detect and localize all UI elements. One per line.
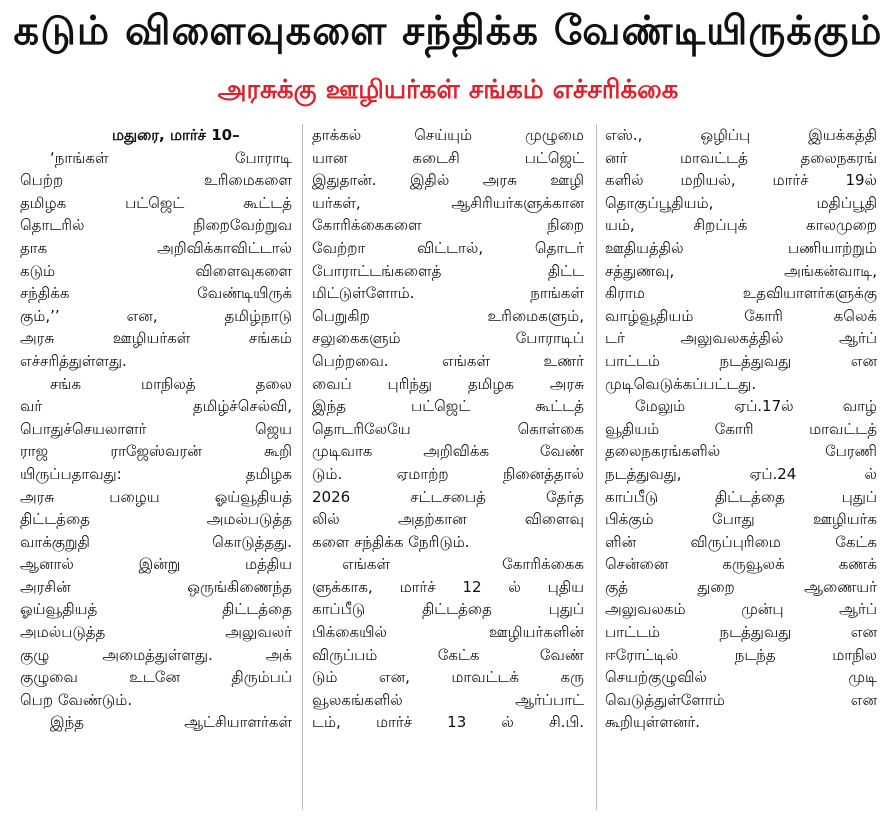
text-line: குழு அமைத்துள்ளது. அக் <box>20 645 292 664</box>
text-line: தொடரில் நிறைவேற்றுவ <box>20 216 292 235</box>
text-line: போராட்டங்களைத் திட்ட <box>312 261 584 280</box>
text-line: ராஜ ராஜேஸ்வரன் கூறி <box>20 442 292 461</box>
text-line: காப்பீடு திட்டத்தை புதுப் <box>312 600 584 619</box>
text-line: பொதுச்செயலாளர் ஜெய <box>20 419 292 438</box>
text-line: முடிவாக அறிவிக்க வேண் <box>312 442 584 461</box>
text-line: வேற்றா விட்டால், தொடர் <box>312 238 584 257</box>
text-line: சந்திக்க வேண்டியிருக் <box>20 284 292 303</box>
text-line: அரசின் ஒருங்கிணைந்த <box>20 577 292 596</box>
text-line: செயற்குழுவில் முடி <box>605 668 877 687</box>
text-line: டும் என, மாவட்டக் கரு <box>312 668 584 687</box>
column-divider <box>302 124 303 810</box>
text-line: ஈரோட்டில் நடந்த மாநில <box>605 645 877 664</box>
text-line: வர் தமிழ்ச்செல்வி, <box>20 397 292 416</box>
text-line: னர் மாவட்டத் தலைநகரங் <box>605 148 877 167</box>
text-line: வெடுத்துள்ளோம் என <box>605 690 877 709</box>
text-line: லில் அதற்கான விளைவு <box>312 510 584 529</box>
text-line: தாக அறிவிக்காவிட்டால் <box>20 238 292 257</box>
text-line: எச்சரித்துள்ளது. <box>20 351 127 370</box>
column-divider <box>596 124 597 810</box>
text-line: கோரிக்கைகளை நிறை <box>312 216 584 235</box>
text-line: மேலும் ஏப்.17ல் வாழ் <box>635 397 877 416</box>
article-column-2 <box>312 124 584 824</box>
text-line: தொடரிலேயே கொள்கை <box>312 419 584 438</box>
text-line: பெற வேண்டும். <box>20 690 133 709</box>
text-line: பெறுகிற உரிமைகளும், <box>312 306 584 325</box>
text-line: வூதியம் கோரி மாவட்டத் <box>605 419 877 438</box>
text-line: பிக்கையில் ஊழியர்களின் <box>312 623 584 642</box>
text-line: சென்னை கருவூலக் கணக் <box>605 555 877 574</box>
text-line: குழுவை உடனே திரும்பப் <box>20 668 292 687</box>
text-line: ளுக்காக, மார்ச் 12 ல் புதிய <box>312 577 584 596</box>
text-line: யம், சிறப்புக் காலமுறை <box>605 216 877 235</box>
text-line: முடிவெடுக்கப்பட்டது. <box>605 374 757 393</box>
article-column-1 <box>20 124 292 824</box>
text-line: ஊதியத்தில் பணியாற்றும் <box>605 238 877 257</box>
text-line: இந்த பட்ஜெட் கூட்டத் <box>312 397 584 416</box>
text-line: அரசு பழைய ஓய்வூதியத் <box>20 487 292 506</box>
text-line: இந்த ஆட்சியாளர்கள் <box>50 713 292 732</box>
text-line: பாட்டம் நடத்துவது என <box>605 623 877 642</box>
article-column-3 <box>605 124 877 824</box>
text-line: சங்க மாநிலத் தலை <box>50 374 292 393</box>
text-line: தொகுப்பூதியம், மதிப்பூதி <box>605 193 877 212</box>
text-line: அமல்படுத்த அலுவலர் <box>20 623 292 642</box>
text-line: அலுவலகம் முன்பு ஆர்ப் <box>605 600 877 619</box>
text-line: கும்,’’ என, தமிழ்நாடு <box>20 306 292 325</box>
text-line: கூறியுள்ளனர். <box>605 713 701 732</box>
text-line: தலைநகரங்களில் பேரணி <box>605 442 877 461</box>
text-line: வாழ்வூதியம் கோரி கலெக் <box>605 306 877 325</box>
text-line: யான கடைசி பட்ஜெட் <box>312 148 584 167</box>
text-line: மிட்டுள்ளோம். நாங்கள் <box>312 284 584 303</box>
text-line: சத்துணவு, அங்கன்வாடி, <box>605 261 877 280</box>
text-line: ஆனால் இன்று மத்திய <box>20 555 292 574</box>
text-line: இதுதான். இதில் அரசு ஊழி <box>312 171 584 190</box>
text-line: கிராம உதவியாளர்களுக்கு <box>605 284 877 303</box>
text-line: சலுகைகளும் போராடிப் <box>312 329 584 348</box>
text-line: திட்டத்தை அமல்படுத்த <box>20 510 292 529</box>
text-line: 2026 சட்டசபைத் தேர்த <box>312 487 584 506</box>
text-line: அரசு ஊழியர்கள் சங்கம் <box>20 329 292 348</box>
text-line: தமிழக பட்ஜெட் கூட்டத் <box>20 193 292 212</box>
text-line: களில் மறியல், மார்ச் 19ல் <box>605 171 877 190</box>
text-line: வைப் புரிந்து தமிழக அரசு <box>312 374 584 393</box>
text-line: கடும் விளைவுகளை <box>20 261 292 280</box>
text-line: எஸ்., ஒழிப்பு இயக்கத்தி <box>605 126 877 144</box>
text-line: ‘நாங்கள் போராடி <box>50 148 292 167</box>
text-line: பாட்டம் நடத்துவது என <box>605 351 877 370</box>
text-line: டம், மார்ச் 13 ல் சி.பி. <box>312 713 584 732</box>
text-line: எங்கள் கோரிக்கைக <box>342 555 584 574</box>
text-line: டும். ஏமாற்ற நினைத்தால் <box>312 464 584 483</box>
text-line: யிருப்பதாவது: தமிழக <box>20 464 292 483</box>
text-line: குத் துறை ஆணையர் <box>605 577 877 596</box>
subheadline: அரசுக்கு ஊழியர்கள் சங்கம் எச்சரிக்கை <box>217 75 679 105</box>
text-line: வூலகங்களில் ஆர்ப்பாட் <box>312 690 584 709</box>
headline: கடும் விளைவுகளை சந்திக்க வேண்டியிருக்கும் <box>13 8 883 54</box>
text-line: பெற்றவை. எங்கள் உணர் <box>312 351 584 370</box>
text-line: ஓய்வூதியத் திட்டத்தை <box>20 600 292 619</box>
text-line: ளின் விருப்புரிமை கேட்க <box>605 532 877 551</box>
text-line: டர் அலுவலகத்தில் ஆர்ப் <box>605 329 877 348</box>
text-line: களை சந்திக்க நேரிடும். <box>312 532 470 551</box>
text-line: காப்பீடு திட்டத்தை புதுப் <box>605 487 877 506</box>
text-line: தாக்கல் செய்யும் முழுமை <box>312 126 584 144</box>
text-line: பிக்கும் போது ஊழியர்க <box>605 510 877 529</box>
text-line: பெற்ற உரிமைகளை <box>20 171 292 190</box>
text-line: நடத்துவது, ஏப்.24 ல் <box>605 464 877 483</box>
text-line: வாக்குறுதி கொடுத்தது. <box>20 532 292 551</box>
text-line: விருப்பம் கேட்க வேண் <box>312 645 584 664</box>
dateline: மதுரை, மார்ச் 10– <box>112 126 240 144</box>
text-line: யர்கள், ஆசிரியர்களுக்கான <box>312 193 584 212</box>
